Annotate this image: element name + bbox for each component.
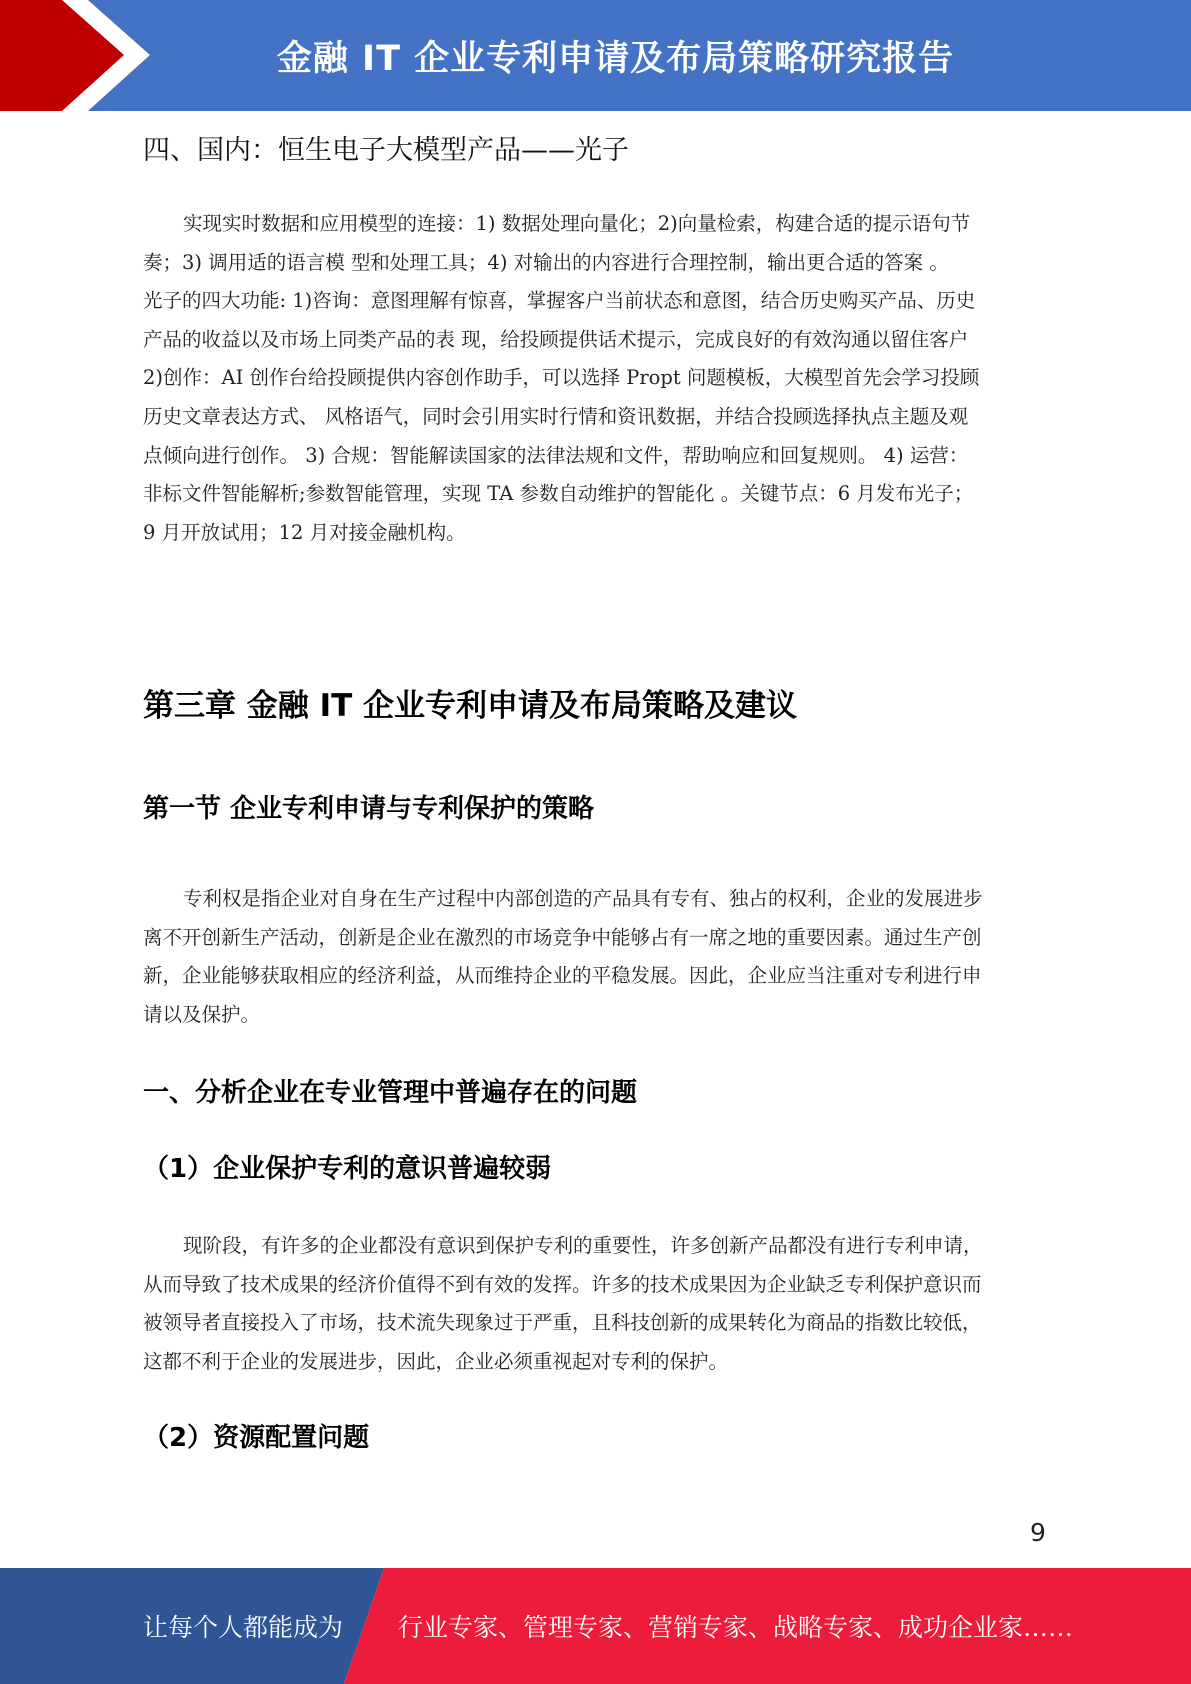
footer-banner <box>0 1568 1191 1684</box>
section-heading-guangzi: 四、国内：恒生电子大模型产品——光子 <box>143 135 629 166</box>
paragraph-line: 专利权是指企业对自身在生产过程中内部创造的产品具有专有、独占的权利，企业的发展进步 <box>183 887 983 910</box>
paragraph-patent-rights <box>143 880 1048 1034</box>
paragraph-line: 被领导者直接投入了市场，技术流失现象过于严重，且科技创新的成果转化为商品的指数比较低， <box>143 1311 982 1335</box>
paragraph-guangzi <box>143 205 1048 552</box>
header-banner <box>0 0 1191 111</box>
section-title: 第一节 企业专利申请与专利保护的策略 <box>143 794 595 824</box>
paragraph-line: 产品的收益以及市场上同类产品的表 现，给投顾提供话术提示，完成良好的有效沟通以留住客户 <box>143 327 969 351</box>
paragraph-line: 2)创作：AI 创作台给投顾提供内容创作助手，可以选择 Propt 问题模板，大模型首先会学习投顾 <box>143 366 980 390</box>
paragraph-line: 历史文章表达方式、 风格语气，同时会引用实时行情和资讯数据，并结合投顾选择执点主题及观 <box>143 404 969 428</box>
paragraph-line: 9 月开放试用；12 月对接金融机构。 <box>143 520 466 544</box>
paragraph-line: 光子的四大功能: 1)咨询：意图理解有惊喜，掌握客户当前状态和意图，结合历史购买产品、历史 <box>143 289 976 313</box>
paragraph-line: 非标文件智能解析;参数智能管理，实现 TA 参数自动维护的智能化 。关键节点：6 月发布光子； <box>143 482 974 506</box>
footer-slogan-right: 行业专家、管理专家、营销专家、战略专家、成功企业家…… <box>398 1613 1074 1642</box>
paragraph-line: 现阶段，有许多的企业都没有意识到保护专利的重要性，许多创新产品都没有进行专利申请， <box>183 1234 983 1257</box>
issues-heading: 一、分析企业在专业管理中普遍存在的问题 <box>143 1078 638 1108</box>
paragraph-line: 新，企业能够获取相应的经济利益，从而维持企业的平稳发展。因此，企业应当注重对专利进行申 <box>143 964 982 988</box>
subheading-awareness: （1）企业保护专利的意识普遍较弱 <box>143 1154 552 1184</box>
subheading-resource-allocation: （2）资源配置问题 <box>143 1423 370 1453</box>
paragraph-line: 请以及保护。 <box>143 1002 261 1026</box>
paragraph-line: 实现实时数据和应用模型的连接：1) 数据处理向量化；2)向量检索，构建合适的提示语句节 <box>183 212 971 235</box>
header-red-chevron <box>0 0 150 111</box>
paragraph-line: 点倾向进行创作。 3) 合规：智能解读国家的法律法规和文件，帮助响应和回复规则。 4) 运营： <box>143 443 969 467</box>
page-number: 9 <box>1030 1518 1046 1547</box>
chapter-title: 第三章 金融 IT 企业专利申请及布局策略及建议 <box>143 688 798 724</box>
paragraph-line: 奏；3) 调用适的语言模 型和处理工具；4) 对输出的内容进行合理控制，输出更合适的答案 。 <box>143 250 949 274</box>
report-title: 金融 IT 企业专利申请及布局策略研究报告 <box>276 38 955 79</box>
paragraph-line: 从而导致了技术成果的经济价值得不到有效的发挥。许多的技术成果因为企业缺乏专利保护意识而 <box>143 1272 982 1296</box>
paragraph-line: 离不开创新生产活动，创新是企业在激烈的市场竞争中能够占有一席之地的重要因素。通过生产创 <box>143 925 982 949</box>
paragraph-awareness <box>143 1227 1048 1381</box>
footer-slogan-left: 让每个人都能成为 <box>143 1613 344 1642</box>
paragraph-line: 这都不利于企业的发展进步，因此，企业必须重视起对专利的保护。 <box>143 1349 729 1373</box>
